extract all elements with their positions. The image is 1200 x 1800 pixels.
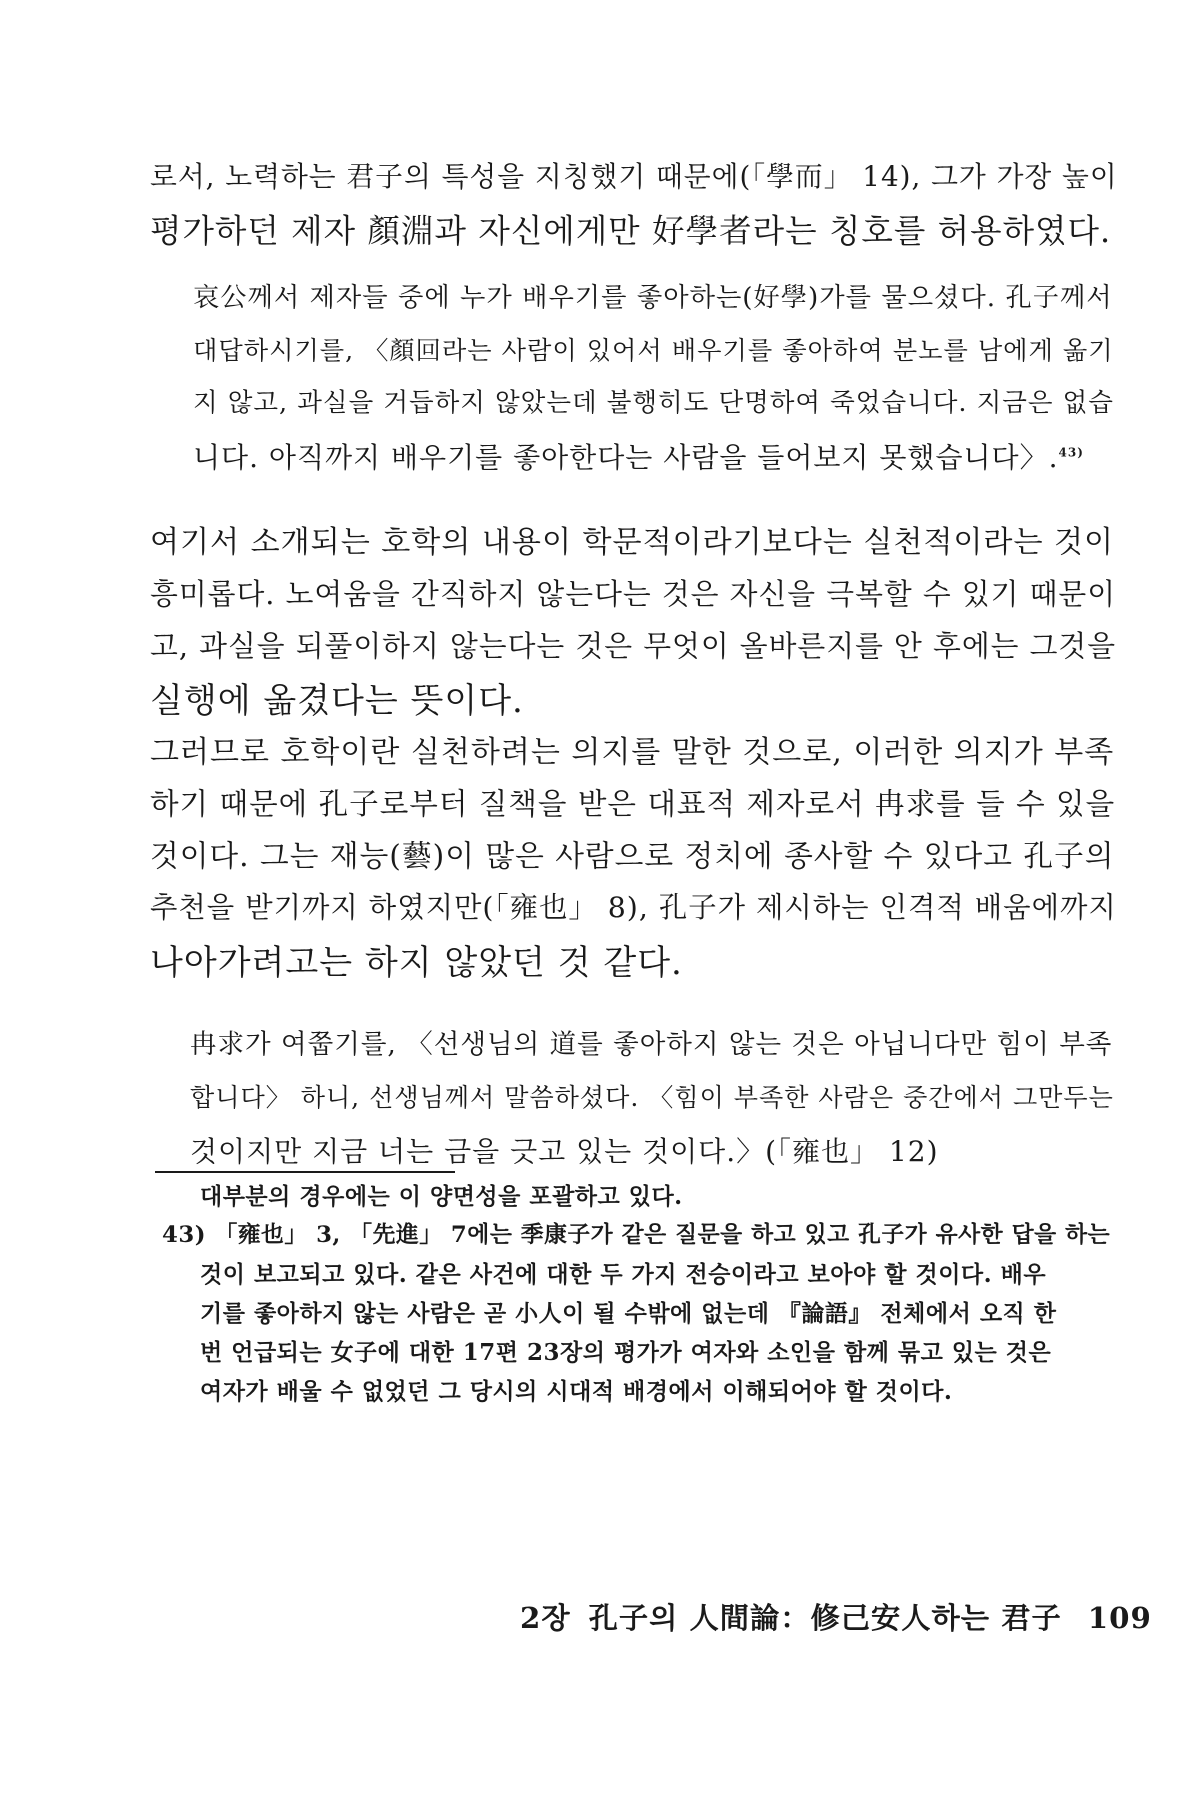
paragraph-line: 흥미롭다. 노여움을 간직하지 않는다는 것은 자신을 극복할 수 있기 때문이	[150, 577, 1117, 611]
quote-line: 것이지만 지금 너는 금을 긋고 있는 것이다.〉(「雍也」 12)	[190, 1135, 939, 1168]
footnote-separator	[155, 1171, 455, 1173]
quote-line: 지 않고, 과실을 거듭하지 않았는데 불행히도 단명하여 죽었습니다. 지금은 없습	[193, 388, 1114, 418]
footnote-line: 43) 「雍也」 3, 「先進」 7에는 季康子가 같은 질문을 하고 있고 孔子가 유사한 답을 하는	[162, 1222, 1111, 1248]
paragraph-line: 추천을 받기까지 하였지만(「雍也」 8), 孔子가 제시하는 인격적 배움에까지	[150, 891, 1117, 924]
footnote-line: 것이 보고되고 있다. 같은 사건에 대한 두 가지 전승이라고 보아야 할 것이다. 배우	[200, 1261, 1047, 1288]
paragraph-line: 그러므로 호학이란 실천하려는 의지를 말한 것으로, 이러한 의지가 부족	[150, 735, 1115, 770]
paragraph-line: 여기서 소개되는 호학의 내용이 학문적이라기보다는 실천적이라는 것이	[150, 525, 1115, 560]
quote-line: 冉求가 여쭙기를, 〈선생님의 道를 좋아하지 않는 것은 아닙니다만 힘이 부족	[190, 1029, 1113, 1060]
quote-line: 哀公께서 제자들 중에 누가 배우기를 좋아하는(好學)가를 물으셨다. 孔子께서	[193, 283, 1113, 313]
footnote-line: 기를 좋아하지 않는 사람은 곧 小人이 될 수밖에 없는데 『論語』 전체에서 오직 한	[200, 1300, 1057, 1327]
quote-line: 합니다〉 하니, 선생님께서 말씀하셨다. 〈힘이 부족한 사람은 중간에서 그만두는	[190, 1083, 1114, 1112]
paragraph-line: 나아가려고는 하지 않았던 것 같다.	[150, 943, 683, 983]
footnote-line: 여자가 배울 수 없었던 그 당시의 시대적 배경에서 이해되어야 할 것이다.	[200, 1378, 953, 1405]
paragraph-line: 평가하던 제자 顏淵과 자신에게만 好學者라는 칭호를 허용하였다.	[150, 212, 1112, 250]
paragraph-line: 고, 과실을 되풀이하지 않는다는 것은 무엇이 올바른지를 안 후에는 그것을	[150, 629, 1117, 663]
page-number: 109	[1087, 1601, 1152, 1635]
chapter-label: 2장	[520, 1601, 571, 1635]
paragraph-line: 것이다. 그는 재능(藝)이 많은 사람으로 정치에 종사할 수 있다고 孔子의	[150, 839, 1115, 874]
running-footer	[520, 1595, 1152, 1637]
quote-line-text: 니다. 아직까지 배우기를 좋아한다는 사람을 들어보지 못했습니다〉.	[193, 441, 1059, 474]
footnote-line: 대부분의 경우에는 이 양면성을 포괄하고 있다.	[200, 1183, 683, 1210]
chapter-title: 孔子의 人間論：修己安人하는 君子	[588, 1601, 1062, 1635]
quote-line: 대답하시기를, 〈顏回라는 사람이 있어서 배우기를 좋아하여 분노를 남에게 옮기	[193, 336, 1114, 365]
paragraph-line: 하기 때문에 孔子로부터 질책을 받은 대표적 제자로서 冉求를 들 수 있을	[150, 787, 1116, 821]
quote-line	[193, 441, 1084, 474]
footnote-reference: 43)	[1058, 445, 1084, 460]
paragraph-line: 실행에 옮겼다는 뜻이다.	[150, 681, 524, 721]
paragraph-line: 로서, 노력하는 君子의 특성을 지칭했기 때문에(「學而」 14), 그가 가장 높이	[150, 160, 1118, 193]
footnote-line: 번 언급되는 女子에 대한 17편 23장의 평가가 여자와 소인을 함께 묶고 있는 것은	[200, 1339, 1052, 1366]
